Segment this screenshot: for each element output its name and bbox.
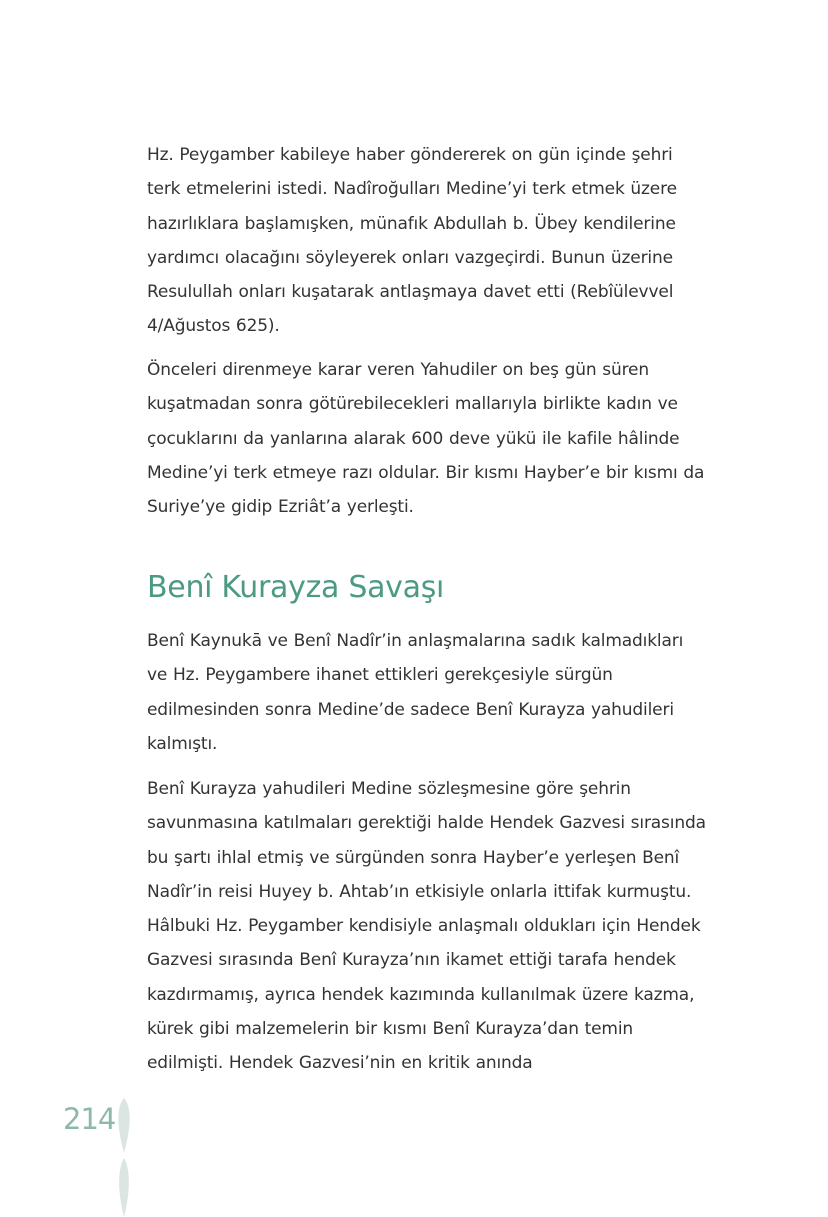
paragraph-1: Hz. Peygamber kabileye haber göndererek on gün içinde şehri terk etmelerini istedi. Nadîroğulları Medine’yi terk etmek üzere hazırlıklara başlamışken, münafık Abdullah b. Übey kendilerine yardımcı olacağını söyleyerek onları vazgeçirdi. Bunun üzerine Resulullah onları kuşatarak antlaşmaya davet etti (Rebîülevvel 4/Ağustos 625).: [147, 145, 677, 337]
paragraph-block: [147, 138, 707, 344]
ornament-leaf-upper: [118, 1098, 129, 1153]
ornament-leaf-lower: [119, 1158, 129, 1217]
paragraph-block: [147, 353, 707, 524]
paragraph-4: Benî Kurayza yahudileri Medine sözleşmesine göre şehrin savunmasına katılmaları gerektiği halde Hendek Gazvesi sırasında bu şartı ihlal etmiş ve sürgünden sonra Hayber’e yerleşen Benî Nadîr’in reisi Huyey b. Ahtab’ın etkisiyle onlarla ittifak kurmuştu. Hâlbuki Hz. Peygamber kendisiyle anlaşmalı oldukları için Hendek Gazvesi sırasında Benî Kurayza’nın ikamet ettiği tarafa hendek kazdırmamış, ayrıca hendek kazımında kullanılmak üzere kazma, kürek gibi malzemelerin bir kısmı Benî Kurayza’dan temin edilmişti. Hendek Gazvesi’nin en kritik anında: [147, 779, 706, 1074]
paragraph-2: Önceleri direnmeye karar veren Yahudiler on beş gün süren kuşatmadan sonra götürebilecekleri mallarıyla birlikte kadın ve çocuklarını da yanlarına alarak 600 deve yükü ile kafile hâlinde Medine’yi terk etmeye razı oldular. Bir kısmı Hayber’e bir kısmı da Suriye’ye gidip Ezriât’a yerleşti.: [147, 360, 705, 518]
page-number: 214: [63, 1102, 116, 1136]
page-ornament-icon: [113, 1098, 135, 1217]
paragraph-3: Benî Kaynukā ve Benî Nadîr’in anlaşmalarına sadık kalmadıkları ve Hz. Peygambere ihanet ettikleri gerekçesiyle sürgün edilmesinden sonra Medine’de sadece Benî Kurayza yahudileri kalmıştı.: [147, 631, 684, 754]
paragraph-block: [147, 772, 707, 1081]
section-heading: Benî Kurayza Savaşı: [147, 570, 445, 605]
paragraph-block: [147, 624, 707, 761]
